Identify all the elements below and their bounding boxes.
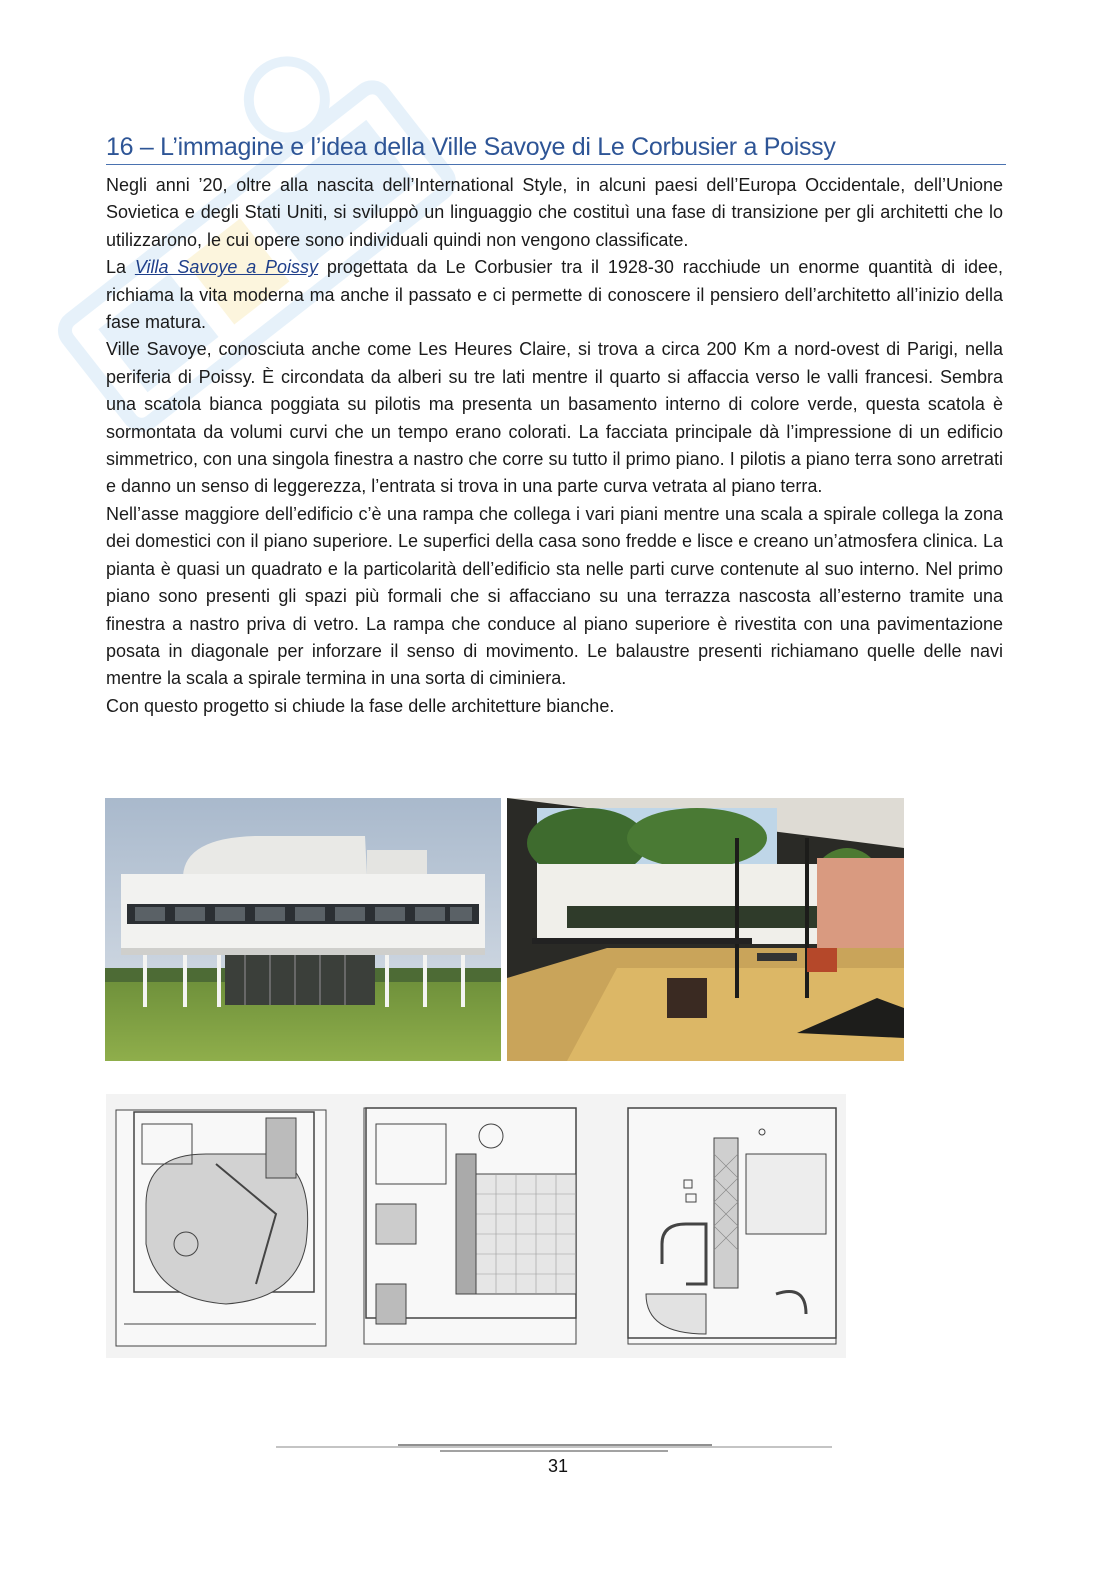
paragraph-4: Nell’asse maggiore dell’edificio c’è una rampa che collega i vari piani mentre una scala a spirale collega la zona dei domestici con il piano superiore. Le superfici della casa sono fredde e lisce e creano un’atmosfera clinica. La pianta è quasi un quadrato e la particolarità dell’edificio sta nelle parti curve contenute al suo interno. Nel primo piano sono presenti gli spazi più formali che si affacciano su una terrazza nascosta all’esterno tramite una finestra a nastro priva di vetro. La rampa che conduce al piano superiore è rivestita con una pavimentazione posata in diagonale per inforzare il senso di movimento. Le balaustre presenti richiamano quelle delle navi mentre la scala a spirale termina in una sorta di ciminiera. (106, 503, 1003, 689)
paragraph-5: Con questo progetto si chiude la fase delle architetture bianche. (106, 695, 615, 716)
villa-savoye-link[interactable]: Villa Savoye a Poissy (134, 257, 319, 278)
paragraph-3: Ville Savoye, conosciuta anche come Les Heures Claire, si trova a circa 200 Km a nord-ovest di Parigi, nella periferia di Poissy. È circondata da alberi su tre lati mentre il quarto si affaccia verso le valli francesi. Sembra una scatola bianca poggiata su pilotis ma presenta un basamento interno di colore verde, questa scatola è sormontata da volumi curvi che un tempo erano colorati. La facciata principale dà l’impressione di un edificio simmetrico, con una singola finestra a nastro che corre su tutto il primo piano. I pilotis a piano terra sono arretrati e danno un senso di leggerezza, l’entrata si trova in una parte curva vetrata al piano terra. (106, 339, 1003, 497)
paragraph-2 (106, 254, 1003, 336)
villa-exterior-photo (105, 798, 501, 1061)
paragraph-1: Negli anni ’20, oltre alla nascita dell’International Style, in alcuni paesi dell’Europa Occidentale, dell’Unione Sovietica e degli Stati Uniti, si sviluppò un linguaggio che costituì una fase di transizione per gli architetti che lo utilizzarono, le cui opere sono individuali quindi non vengono classificate. (106, 175, 1003, 250)
roof-terrace-plan (628, 1108, 836, 1344)
body-text (106, 172, 1003, 720)
ground-floor-plan (116, 1110, 326, 1346)
page-number: 31 (547, 1456, 569, 1476)
paragraph-2-start: La (106, 257, 135, 278)
first-floor-plan (364, 1108, 576, 1344)
villa-interior-photo (507, 798, 904, 1061)
floor-plans-figure (106, 1094, 846, 1358)
paragraph-2-end: progettata da Le Corbusier tra il 1928-30 racchiude un enorme quantità di idee, richiama la vita moderna ma anche il passato e ci permette di conoscere il pensiero dell’architetto all’inizio della fase matura. (106, 257, 1004, 333)
page-title: 16 – L’immagine e l’idea della Ville Savoye di Le Corbusier a Poissy (106, 133, 1006, 165)
